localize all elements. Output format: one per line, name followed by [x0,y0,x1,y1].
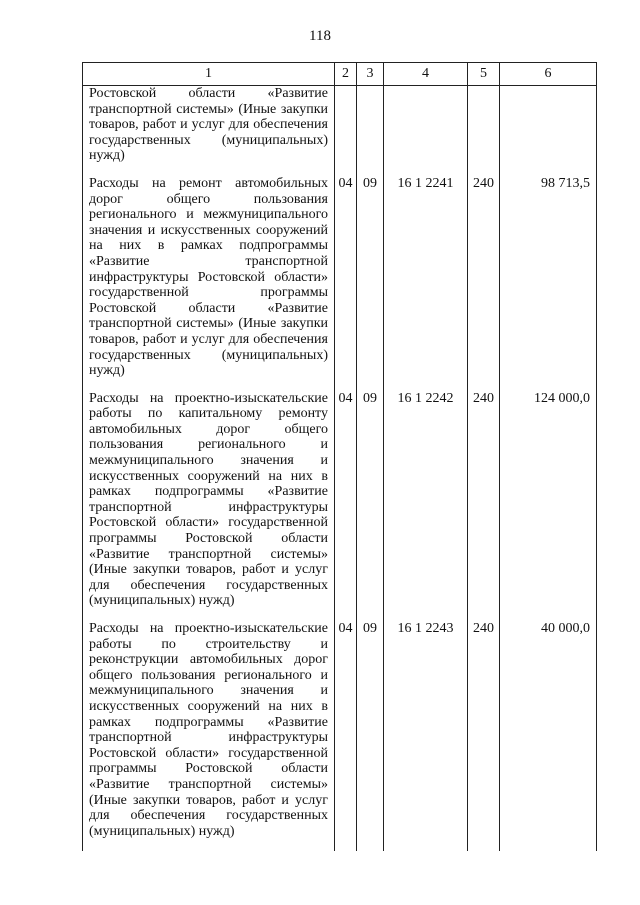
row-csr: 16 1 2241 [384,176,468,391]
row-vr [468,86,500,176]
row-csr: 16 1 2242 [384,391,468,621]
row-csr [384,86,468,176]
table-row [83,86,597,176]
table-row [83,391,597,621]
row-rz [335,86,357,176]
row-description: Расходы на проектно-изыскательские работы по строительству и реконструкции автомобильных дорог общего пользования регионального и межмуниципального значения и искусственных сооружений на них в рамках подпрограммы «Развитие транспортной инфраструктуры Ростовской области» государственной программы Ростовской области «Развитие транспортной системы» (Иные закупки товаров, работ и услуг для обеспечения государственных (муниципальных) нужд) [83,621,335,851]
row-sum: 40 000,0 [500,621,597,851]
row-vr: 240 [468,391,500,621]
table-row [83,621,597,851]
header-col-4: 4 [384,63,468,86]
table-header [83,63,597,86]
row-pr: 09 [357,391,384,621]
row-rz: 04 [335,391,357,621]
header-col-2: 2 [335,63,357,86]
row-rz: 04 [335,176,357,391]
header-col-5: 5 [468,63,500,86]
row-sum [500,86,597,176]
row-pr: 09 [357,621,384,851]
row-description: Расходы на ремонт автомобильных дорог общего пользования регионального и межмуниципального значения и искусственных сооружений на них в рамках подпрограммы «Развитие транспортной инфраструктуры Ростовской области» государственной программы Ростовской области «Развитие транспортной системы» (Иные закупки товаров, работ и услуг для обеспечения государственных (муниципальных) нужд) [83,176,335,391]
row-pr [357,86,384,176]
row-csr: 16 1 2243 [384,621,468,851]
row-vr: 240 [468,621,500,851]
table-row [83,176,597,391]
row-sum: 124 000,0 [500,391,597,621]
header-col-1: 1 [83,63,335,86]
row-rz: 04 [335,621,357,851]
page-number: 118 [309,28,331,44]
row-description: Расходы на проектно-изыскательские работы по капитальному ремонту автомобильных дорог общего пользования регионального и межмуниципального значения и искусственных сооружений на них в рамках подпрограммы «Развитие транспортной инфраструктуры Ростовской области» государственной программы Ростовской области «Развитие транспортной системы» (Иные закупки товаров, работ и услуг для обеспечения государственных (муниципальных) нужд) [83,391,335,621]
row-vr: 240 [468,176,500,391]
budget-table [82,62,597,851]
header-col-6: 6 [500,63,597,86]
row-pr: 09 [357,176,384,391]
header-col-3: 3 [357,63,384,86]
row-sum: 98 713,5 [500,176,597,391]
row-description: Ростовской области «Развитие транспортной системы» (Иные закупки товаров, работ и услуг для обеспечения государственных (муниципальных) нужд) [83,86,335,176]
